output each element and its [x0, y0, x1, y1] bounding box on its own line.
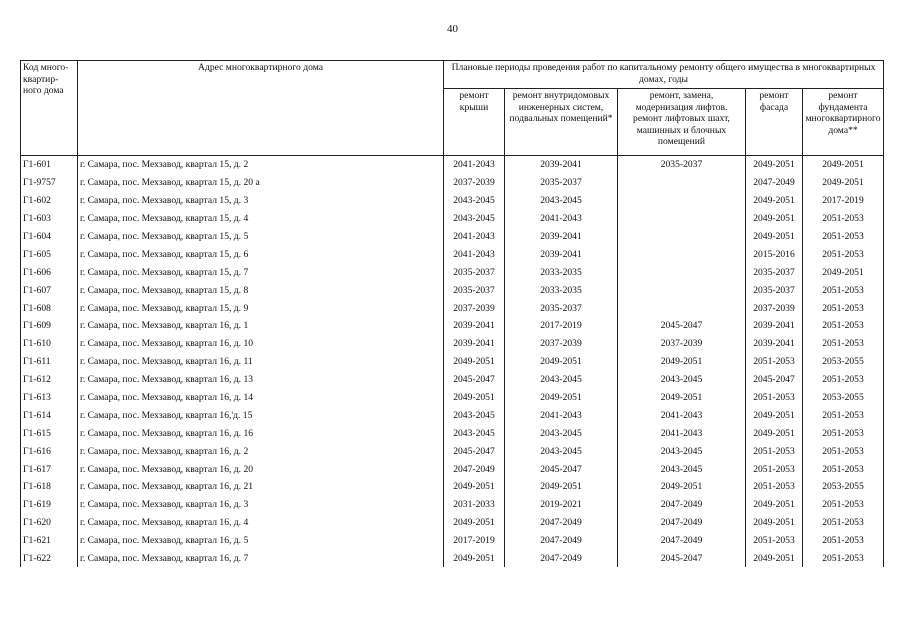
table-row — [21, 174, 884, 192]
header-code: Код много-квартир-ного дома — [21, 61, 78, 156]
cell-lifts: 2043-2045 — [618, 460, 746, 478]
cell-lifts: 2049-2051 — [618, 389, 746, 407]
cell-systems: 2039-2041 — [505, 245, 618, 263]
cell-lifts — [618, 210, 746, 228]
table-row — [21, 156, 884, 174]
cell-address: г. Самара, пос. Мехзавод, квартал 16, д. 10 — [78, 335, 444, 353]
cell-lifts: 2037-2039 — [618, 335, 746, 353]
cell-foundation: 2051-2053 — [803, 335, 884, 353]
cell-facade: 2049-2051 — [746, 406, 803, 424]
cell-facade: 2039-2041 — [746, 335, 803, 353]
cell-foundation: 2053-2055 — [803, 389, 884, 407]
cell-foundation: 2051-2053 — [803, 424, 884, 442]
cell-roof: 2037-2039 — [444, 299, 505, 317]
cell-roof: 2049-2051 — [444, 550, 505, 568]
table-row — [21, 442, 884, 460]
table-row — [21, 371, 884, 389]
cell-roof: 2045-2047 — [444, 371, 505, 389]
cell-code: Г1-609 — [21, 317, 78, 335]
cell-lifts: 2047-2049 — [618, 532, 746, 550]
cell-facade: 2037-2039 — [746, 299, 803, 317]
cell-systems: 2039-2041 — [505, 228, 618, 246]
cell-roof: 2043-2045 — [444, 210, 505, 228]
cell-facade: 2049-2051 — [746, 496, 803, 514]
cell-address: г. Самара, пос. Мехзавод, квартал 15, д. 8 — [78, 281, 444, 299]
cell-systems: 2043-2045 — [505, 442, 618, 460]
cell-code: Г1-605 — [21, 245, 78, 263]
cell-code: Г1-602 — [21, 192, 78, 210]
cell-address: г. Самара, пос. Мехзавод, квартал 16, д. 20 — [78, 460, 444, 478]
header-roof: ремонт крыши — [444, 89, 505, 156]
cell-address: г. Самара, пос. Мехзавод, квартал 16, д. 4 — [78, 514, 444, 532]
cell-systems: 2017-2019 — [505, 317, 618, 335]
table-row — [21, 281, 884, 299]
cell-roof: 2043-2045 — [444, 424, 505, 442]
cell-foundation: 2049-2051 — [803, 263, 884, 281]
cell-code: Г1-604 — [21, 228, 78, 246]
cell-code: Г1-608 — [21, 299, 78, 317]
cell-address: г. Самара, пос. Мехзавод, квартал 16, д. 2 — [78, 442, 444, 460]
cell-systems: 2047-2049 — [505, 532, 618, 550]
header-address: Адрес многоквартирного дома — [78, 61, 444, 156]
cell-roof: 2043-2045 — [444, 406, 505, 424]
cell-address: г. Самара, пос. Мехзавод, квартал 16, д. 3 — [78, 496, 444, 514]
cell-roof: 2037-2039 — [444, 174, 505, 192]
cell-systems: 2043-2045 — [505, 192, 618, 210]
cell-code: Г1-612 — [21, 371, 78, 389]
cell-systems: 2033-2035 — [505, 281, 618, 299]
cell-facade: 2035-2037 — [746, 281, 803, 299]
cell-code: Г1-614 — [21, 406, 78, 424]
cell-systems: 2045-2047 — [505, 460, 618, 478]
table-row — [21, 550, 884, 568]
cell-systems: 2049-2051 — [505, 389, 618, 407]
cell-systems: 2035-2037 — [505, 174, 618, 192]
cell-address: г. Самара, пос. Мехзавод, квартал 15, д. 2 — [78, 156, 444, 174]
cell-lifts: 2043-2045 — [618, 371, 746, 389]
header-lifts: ремонт, замена, модернизация лифтов. ремонт лифтовых шахт, машинных и блочных помещений — [618, 89, 746, 156]
header-foundation: ремонт фундамента многоквартирного дома** — [803, 89, 884, 156]
cell-systems: 2037-2039 — [505, 335, 618, 353]
cell-code: Г1-618 — [21, 478, 78, 496]
table-row — [21, 245, 884, 263]
cell-lifts: 2045-2047 — [618, 317, 746, 335]
page-number: 40 — [447, 23, 458, 35]
cell-facade: 2051-2053 — [746, 442, 803, 460]
cell-lifts — [618, 245, 746, 263]
cell-address: г. Самара, пос. Мехзавод, квартал 16, д. 5 — [78, 532, 444, 550]
table-row — [21, 335, 884, 353]
cell-code: Г1-607 — [21, 281, 78, 299]
cell-lifts: 2047-2049 — [618, 496, 746, 514]
cell-lifts: 2045-2047 — [618, 550, 746, 568]
cell-code: Г1-610 — [21, 335, 78, 353]
cell-roof: 2039-2041 — [444, 335, 505, 353]
cell-address: г. Самара, пос. Мехзавод, квартал 16, д. 13 — [78, 371, 444, 389]
cell-roof: 2047-2049 — [444, 460, 505, 478]
cell-foundation: 2049-2051 — [803, 156, 884, 174]
table-row — [21, 478, 884, 496]
cell-code: Г1-616 — [21, 442, 78, 460]
cell-roof: 2049-2051 — [444, 478, 505, 496]
cell-facade: 2049-2051 — [746, 514, 803, 532]
cell-address: г. Самара, пос. Мехзавод, квартал 16,'д. 15 — [78, 406, 444, 424]
cell-roof: 2043-2045 — [444, 192, 505, 210]
cell-systems: 2041-2043 — [505, 406, 618, 424]
cell-facade: 2051-2053 — [746, 389, 803, 407]
cell-foundation: 2051-2053 — [803, 514, 884, 532]
cell-roof: 2049-2051 — [444, 389, 505, 407]
cell-systems: 2049-2051 — [505, 478, 618, 496]
cell-address: г. Самара, пос. Мехзавод, квартал 16, д. 21 — [78, 478, 444, 496]
table-row — [21, 210, 884, 228]
cell-address: г. Самара, пос. Мехзавод, квартал 15, д. 7 — [78, 263, 444, 281]
cell-foundation: 2051-2053 — [803, 532, 884, 550]
cell-lifts: 2041-2043 — [618, 424, 746, 442]
cell-systems: 2043-2045 — [505, 371, 618, 389]
cell-facade: 2039-2041 — [746, 317, 803, 335]
cell-roof: 2041-2043 — [444, 228, 505, 246]
cell-systems: 2033-2035 — [505, 263, 618, 281]
cell-facade: 2051-2053 — [746, 353, 803, 371]
table-row — [21, 532, 884, 550]
cell-code: Г1-620 — [21, 514, 78, 532]
table-row — [21, 192, 884, 210]
cell-lifts — [618, 299, 746, 317]
header-periods: Плановые периоды проведения работ по капитальному ремонту общего имущества в многоквартирных домах, годы — [444, 61, 884, 89]
cell-facade: 2051-2053 — [746, 478, 803, 496]
table-row — [21, 424, 884, 442]
cell-code: Г1-617 — [21, 460, 78, 478]
cell-lifts: 2049-2051 — [618, 478, 746, 496]
table-row — [21, 317, 884, 335]
cell-foundation: 2053-2055 — [803, 478, 884, 496]
cell-roof: 2031-2033 — [444, 496, 505, 514]
table-row — [21, 299, 884, 317]
cell-code: Г1-603 — [21, 210, 78, 228]
cell-facade: 2049-2051 — [746, 550, 803, 568]
cell-facade: 2049-2051 — [746, 192, 803, 210]
cell-code: Г1-606 — [21, 263, 78, 281]
cell-lifts: 2035-2037 — [618, 156, 746, 174]
table-row — [21, 460, 884, 478]
cell-code: Г1-611 — [21, 353, 78, 371]
table-row — [21, 406, 884, 424]
cell-systems: 2043-2045 — [505, 424, 618, 442]
cell-foundation: 2051-2053 — [803, 371, 884, 389]
cell-systems: 2041-2043 — [505, 210, 618, 228]
cell-code: Г1-601 — [21, 156, 78, 174]
cell-foundation: 2051-2053 — [803, 406, 884, 424]
cell-facade: 2035-2037 — [746, 263, 803, 281]
cell-address: г. Самара, пос. Мехзавод, квартал 15, д. 6 — [78, 245, 444, 263]
cell-systems: 2047-2049 — [505, 550, 618, 568]
cell-facade: 2049-2051 — [746, 156, 803, 174]
cell-facade: 2045-2047 — [746, 371, 803, 389]
cell-facade: 2051-2053 — [746, 532, 803, 550]
cell-systems: 2019-2021 — [505, 496, 618, 514]
cell-foundation: 2051-2053 — [803, 228, 884, 246]
cell-systems: 2049-2051 — [505, 353, 618, 371]
cell-roof: 2017-2019 — [444, 532, 505, 550]
cell-lifts: 2043-2045 — [618, 442, 746, 460]
cell-code: Г1-621 — [21, 532, 78, 550]
cell-foundation: 2051-2053 — [803, 550, 884, 568]
cell-lifts: 2047-2049 — [618, 514, 746, 532]
cell-roof: 2049-2051 — [444, 514, 505, 532]
table-row — [21, 389, 884, 407]
cell-lifts — [618, 192, 746, 210]
cell-address: г. Самара, пос. Мехзавод, квартал 16, д. 7 — [78, 550, 444, 568]
cell-address: г. Самара, пос. Мехзавод, квартал 15, д. 20 а — [78, 174, 444, 192]
table-row — [21, 514, 884, 532]
cell-lifts — [618, 281, 746, 299]
cell-foundation: 2051-2053 — [803, 460, 884, 478]
cell-foundation: 2051-2053 — [803, 299, 884, 317]
cell-systems: 2035-2037 — [505, 299, 618, 317]
cell-foundation: 2051-2053 — [803, 442, 884, 460]
cell-address: г. Самара, пос. Мехзавод, квартал 15, д. 3 — [78, 192, 444, 210]
cell-address: г. Самара, пос. Мехзавод, квартал 16, д. 14 — [78, 389, 444, 407]
cell-lifts: 2041-2043 — [618, 406, 746, 424]
cell-code: Г1-9757 — [21, 174, 78, 192]
cell-facade: 2049-2051 — [746, 210, 803, 228]
cell-roof: 2041-2043 — [444, 245, 505, 263]
cell-foundation: 2053-2055 — [803, 353, 884, 371]
cell-systems: 2039-2041 — [505, 156, 618, 174]
cell-code: Г1-613 — [21, 389, 78, 407]
cell-systems: 2047-2049 — [505, 514, 618, 532]
table-row — [21, 228, 884, 246]
table-row — [21, 353, 884, 371]
cell-roof: 2041-2043 — [444, 156, 505, 174]
cell-lifts: 2049-2051 — [618, 353, 746, 371]
cell-address: г. Самара, пос. Мехзавод, квартал 15, д. 5 — [78, 228, 444, 246]
cell-facade: 2015-2016 — [746, 245, 803, 263]
cell-facade: 2049-2051 — [746, 228, 803, 246]
header-facade: ремонт фасада — [746, 89, 803, 156]
table-row — [21, 496, 884, 514]
cell-code: Г1-615 — [21, 424, 78, 442]
cell-foundation: 2051-2053 — [803, 317, 884, 335]
cell-address: г. Самара, пос. Мехзавод, квартал 15, д. 9 — [78, 299, 444, 317]
cell-lifts — [618, 228, 746, 246]
cell-foundation: 2051-2053 — [803, 210, 884, 228]
cell-lifts — [618, 263, 746, 281]
cell-roof: 2045-2047 — [444, 442, 505, 460]
cell-foundation: 2051-2053 — [803, 496, 884, 514]
cell-roof: 2049-2051 — [444, 353, 505, 371]
cell-roof: 2035-2037 — [444, 263, 505, 281]
cell-code: Г1-619 — [21, 496, 78, 514]
cell-address: г. Самара, пос. Мехзавод, квартал 16, д. 16 — [78, 424, 444, 442]
cell-roof: 2035-2037 — [444, 281, 505, 299]
capital-repair-table — [20, 60, 884, 567]
cell-foundation: 2051-2053 — [803, 281, 884, 299]
cell-address: г. Самара, пос. Мехзавод, квартал 16, д. 11 — [78, 353, 444, 371]
cell-code: Г1-622 — [21, 550, 78, 568]
cell-foundation: 2017-2019 — [803, 192, 884, 210]
cell-roof: 2039-2041 — [444, 317, 505, 335]
table-row — [21, 263, 884, 281]
cell-address: г. Самара, пос. Мехзавод, квартал 15, д. 4 — [78, 210, 444, 228]
cell-address: г. Самара, пос. Мехзавод, квартал 16, д. 1 — [78, 317, 444, 335]
cell-facade: 2049-2051 — [746, 424, 803, 442]
cell-foundation: 2051-2053 — [803, 245, 884, 263]
cell-facade: 2047-2049 — [746, 174, 803, 192]
cell-foundation: 2049-2051 — [803, 174, 884, 192]
cell-facade: 2051-2053 — [746, 460, 803, 478]
cell-lifts — [618, 174, 746, 192]
header-systems: ремонт внутридомовых инженерных систем, подвальных помещений* — [505, 89, 618, 156]
